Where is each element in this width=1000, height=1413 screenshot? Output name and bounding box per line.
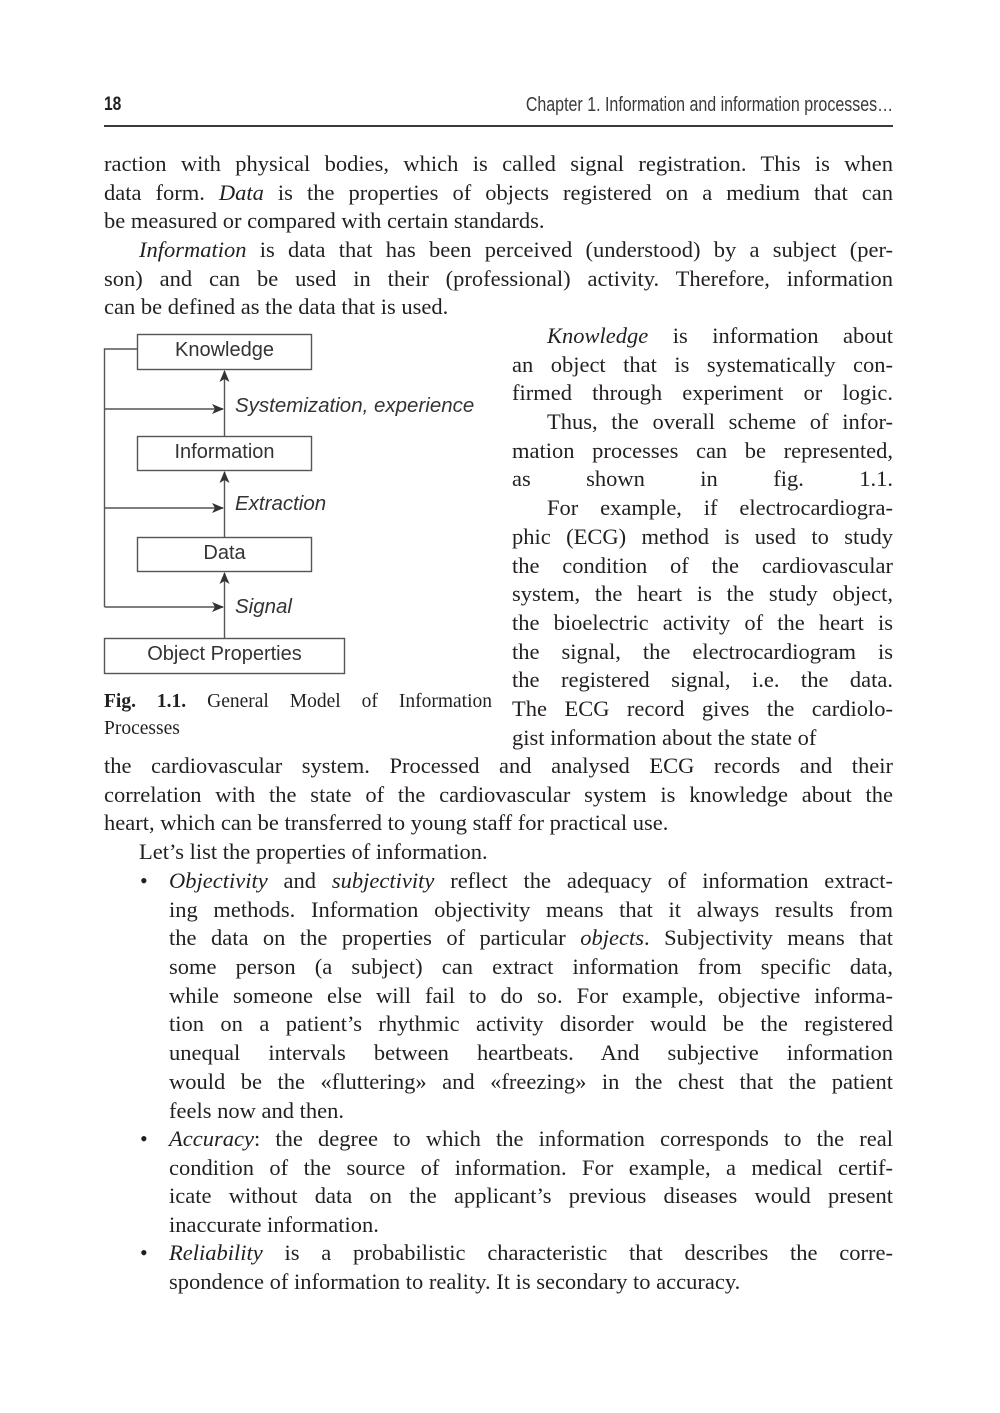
text-line: Accuracy: the degree to which the information corresponds to the real	[169, 1126, 893, 1151]
text-line: mation processes can be represented,	[512, 437, 893, 463]
text-line: spondence of information to reality. It is secondary to accuracy.	[169, 1268, 741, 1294]
text-line: inaccurate information.	[169, 1212, 379, 1238]
header-rule	[104, 125, 893, 127]
information-box	[138, 437, 312, 471]
text-line: system, the heart is the study object,	[512, 581, 893, 607]
text-line: son) and can be used in their (professional) activity. Therefore, information	[104, 265, 893, 291]
text-line: Let’s list the properties of information.	[139, 839, 488, 865]
text-line: Thus, the overall scheme of infor-	[547, 409, 893, 435]
continuation-paragraph	[104, 752, 893, 867]
text-line: phic (ECG) method is used to study	[512, 523, 893, 549]
text-line: would be the «fluttering» and «freezing» in the chest that the patient	[169, 1068, 893, 1094]
bullet-icon: •	[140, 1126, 148, 1151]
emphasized-term: objects	[580, 925, 644, 951]
text-line: correlation with the state of the cardiovascular system is knowledge about the	[104, 781, 893, 807]
emphasized-term: Reliability	[169, 1240, 263, 1265]
figure-caption	[104, 688, 492, 742]
text-line: the registered signal, i.e. the data.	[512, 667, 893, 693]
text-line: feels now and then.	[169, 1097, 344, 1123]
text-line: Objectivity and subjectivity reflect the adequacy of information extract-	[169, 868, 893, 893]
text-line: gist information about the state of	[512, 724, 817, 750]
text-line: icate without data on the applicant’s previous diseases would present	[169, 1183, 893, 1209]
data-box-label: Data	[203, 542, 246, 564]
object-properties-box-label: Object Properties	[147, 643, 302, 665]
systemization-label: Systemization, experience	[235, 394, 475, 417]
caption-line-2: Processes	[104, 718, 180, 739]
bullet-reliability	[140, 1239, 893, 1296]
knowledge-box	[138, 335, 312, 370]
signal-label: Signal	[235, 595, 292, 618]
text-line: unequal intervals between heartbeats. And subjective information	[169, 1040, 893, 1066]
text-line: an object that is systematically con-	[512, 351, 893, 377]
text-line: Information is data that has been perceived (understood) by a subject (per-	[139, 237, 893, 262]
information-paragraph	[104, 236, 893, 322]
text-line: the data on the properties of particular objects. Subjectivity means that	[169, 925, 893, 951]
text-line: as shown in fig. 1.1.	[512, 466, 893, 492]
bullet-objectivity	[140, 867, 893, 1125]
bullet-icon: •	[140, 868, 148, 893]
text-line: firmed through experiment or logic.	[512, 380, 893, 406]
page-number: 18	[104, 94, 122, 115]
text-line: the cardiovascular system. Processed and analysed ECG records and their	[104, 753, 893, 778]
emphasized-term: Knowledge	[547, 323, 649, 348]
caption-label: Fig. 1.1.	[104, 691, 187, 712]
text-line: some person (a subject) can extract information from specific data,	[169, 954, 893, 980]
emphasized-term: Accuracy	[169, 1126, 254, 1151]
extraction-label: Extraction	[235, 492, 327, 515]
bullet-icon: •	[140, 1240, 148, 1265]
text-line: The ECG record gives the cardiolo-	[512, 695, 893, 721]
text-line: condition of the source of information. For example, a medical certif-	[169, 1154, 893, 1180]
text-line: raction with physical bodies, which is called signal registration. This is when	[104, 151, 893, 176]
text-line: can be defined as the data that is used.	[104, 294, 449, 320]
intro-paragraph	[104, 150, 893, 236]
emphasized-term: Objectivity	[169, 868, 268, 893]
side-column-text	[512, 322, 893, 752]
emphasized-term: Information	[139, 237, 247, 262]
text-line: data form. Data is the properties of objects registered on a medium that can	[104, 179, 893, 205]
caption-line-1	[104, 688, 492, 715]
emphasized-term: subjectivity	[331, 868, 435, 893]
feedback-line	[105, 349, 138, 607]
text-line: the signal, the electrocardiogram is	[512, 638, 893, 664]
object-properties-box	[105, 639, 345, 674]
text-line: For example, if electrocardiogra-	[547, 495, 893, 521]
running-head: Chapter 1. Information and information processes…	[525, 94, 893, 116]
text-line: tion on a patient’s rhythmic activity disorder would be the registered	[169, 1011, 893, 1037]
information-box-label: Information	[174, 441, 275, 463]
emphasized-term: Data	[218, 179, 264, 205]
page-header	[104, 94, 893, 124]
knowledge-box-label: Knowledge	[175, 339, 274, 361]
text-line: ing methods. Information objectivity means that it always results from	[169, 896, 893, 922]
caption-text: General Model of Information	[207, 691, 492, 712]
text-line: the condition of the cardiovascular	[512, 552, 893, 578]
bullet-accuracy	[140, 1125, 893, 1240]
data-box	[138, 538, 312, 572]
text-line: heart, which can be transferred to young staff for practical use.	[104, 810, 669, 836]
text-line: Reliability is a probabilistic characteristic that describes the corre-	[169, 1240, 893, 1265]
text-line: while someone else will fail to do so. For example, objective informa-	[169, 982, 893, 1008]
text-line: be measured or compared with certain standards.	[104, 208, 545, 234]
text-line: the bioelectric activity of the heart is	[512, 609, 893, 635]
text-line: Knowledge is information about	[547, 323, 893, 348]
